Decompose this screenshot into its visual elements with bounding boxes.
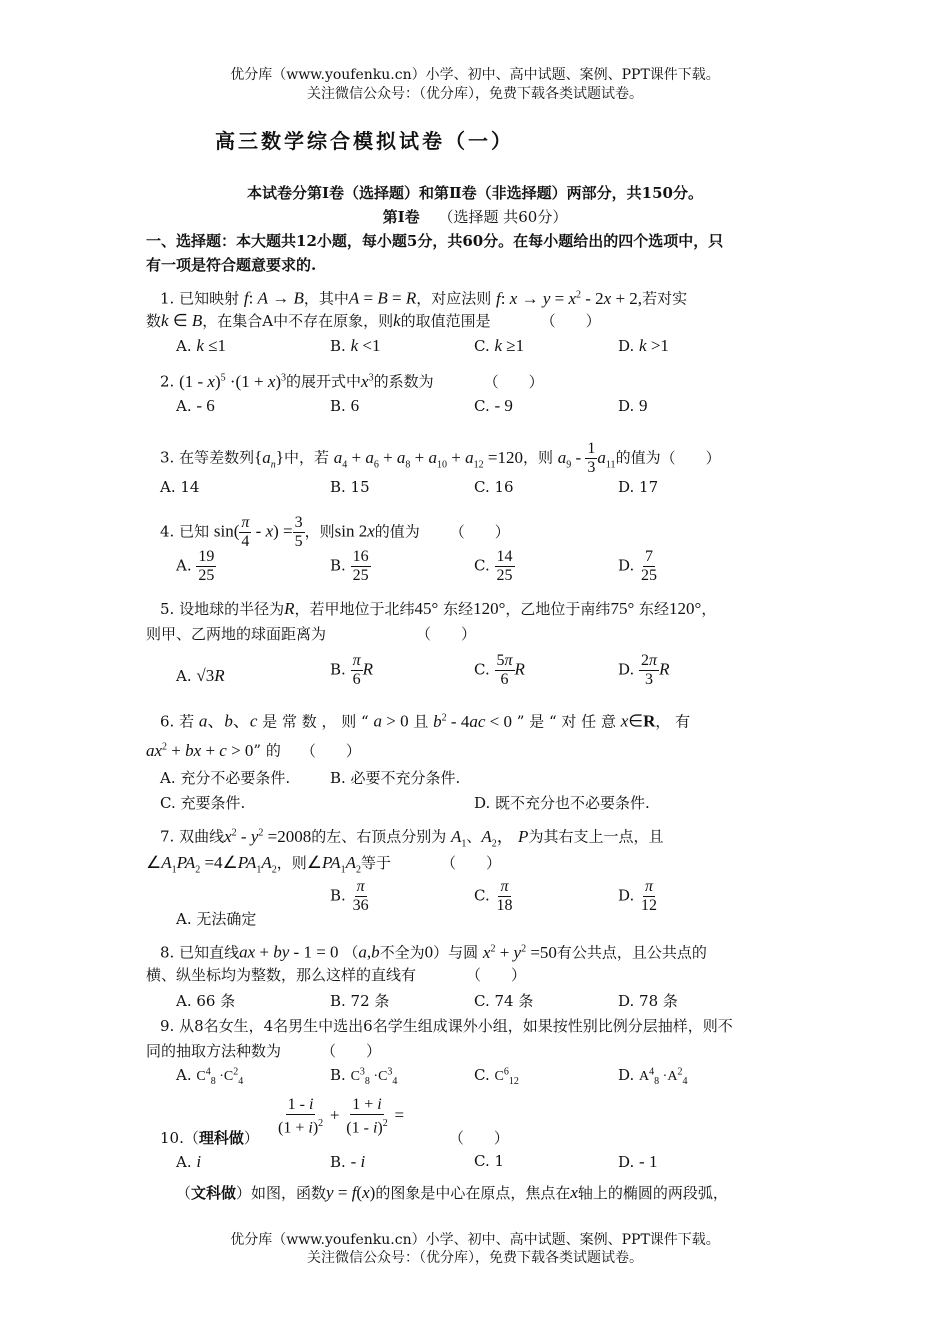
q10-option-c: C. 1 bbox=[474, 1152, 505, 1170]
q4-option-a: A. $\frac{19}{25}$ bbox=[176, 548, 215, 584]
section-one-line-2: 有一项是符合题意要求的. bbox=[146, 256, 317, 274]
question-7-line-1: 7. 双曲线$x^2 - y^2 =2008$的左、右顶点分别为 $A_1$、$A_2$， P为其右支上一点，且 bbox=[160, 826, 664, 850]
q4-option-d: D. $\frac{7}{25}$ bbox=[618, 548, 658, 584]
q10-option-a: A. i bbox=[176, 1152, 202, 1171]
question-8-line-2: 横、纵坐标均为整数，那么这样的直线有 （ ） bbox=[146, 966, 527, 984]
q1-option-b: B. k <1 bbox=[330, 336, 381, 355]
q7-option-b: B. $\frac{\pi}{36}$ bbox=[330, 878, 369, 914]
question-10-line: 10.（理科做） （ ） bbox=[160, 1129, 509, 1147]
question-6-line-1: 6. 若 a、b、c 是 常 数 ， 则 “ a > 0 且 $b^2 - 4ac < 0$ ” 是 “ 对 任 意 x∈R， 有 bbox=[160, 711, 691, 731]
part-one-heading bbox=[0, 206, 950, 227]
q5-option-d: D. $\frac{2\pi}{3}$ R bbox=[618, 652, 670, 688]
q3-option-a: A. 14 bbox=[160, 478, 200, 496]
q8-option-d: D. 78 条 bbox=[618, 992, 678, 1010]
q1-option-c: C. k ≥1 bbox=[474, 336, 525, 355]
question-1-line-1: 1. 已知映射 f: A → B，其中A = B = R，对应法则 f: $x \to y = x^2 - 2x + 2$,若对实 bbox=[160, 288, 688, 308]
q5-option-c: C. $\frac{5\pi}{6}$ R bbox=[474, 652, 525, 688]
q2-option-c: C. - 9 bbox=[474, 396, 513, 415]
question-10-wen-line: （文科做）如图，函数y = f(x)的图象是中心在原点，焦点在x轴上的椭圆的两段弧， bbox=[176, 1183, 728, 1202]
q7-option-c: C. $\frac{\pi}{18}$ bbox=[474, 878, 513, 914]
q10-option-d: D. - 1 bbox=[618, 1152, 658, 1171]
question-10-expression: $\frac{1 - i}{(1 + i)^2}$ + $\frac{1 + i}{(1 - i)^2}$ = bbox=[278, 1096, 405, 1137]
footer-line-2: 关注微信公众号：（优分库），免费下载各类试题试卷。 bbox=[307, 1250, 643, 1266]
q7-option-d: D. $\frac{\pi}{12}$ bbox=[618, 878, 658, 914]
q8-option-c: C. 74 条 bbox=[474, 992, 534, 1010]
header-line-1: 优分库（www.youfenku.cn）小学、初中、高中试题、案例、PPT课件下载。 bbox=[230, 67, 720, 83]
q1-option-a: A. k ≤1 bbox=[176, 336, 227, 355]
q6-option-c: C. 充要条件. bbox=[160, 794, 246, 812]
q7-option-a: A. 无法确定 bbox=[176, 910, 257, 928]
q4-option-b: B. $\frac{16}{25}$ bbox=[330, 548, 369, 584]
q9-option-c: C. $C^6_{12}$ bbox=[474, 1066, 519, 1087]
q2-option-d: D. 9 bbox=[618, 396, 648, 415]
q9-option-b: B. $C^3_8 \cdot C^3_4$ bbox=[330, 1066, 398, 1087]
question-5-line-1: 5. 设地球的半径为R，若甲地位于北纬45° 东经120°，乙地位于南纬75° 东经120°， bbox=[160, 599, 717, 618]
question-6-line-2: $ax^2$ + bx + c > 0” 的 （ ） bbox=[146, 740, 361, 760]
q5-option-a: A. √3R bbox=[176, 666, 225, 685]
q9-option-a: A. $C^4_8 \cdot C^2_4$ bbox=[176, 1066, 244, 1087]
q3-option-b: B. 15 bbox=[330, 478, 370, 496]
question-9-line-2: 同的抽取方法种数为 （ ） bbox=[146, 1042, 382, 1060]
question-8-line-1: 8. 已知直线ax + by - 1 = 0 （a,b不全为0）与圆 $x^2 + y^2 =50$有公共点，且公共点的 bbox=[160, 942, 707, 962]
q10-option-b: B. - i bbox=[330, 1152, 366, 1171]
question-3-line: 3. 在等差数列$\{a_n\}$中，若 $a_4 + a_6 + a_8 + a_{10} + a_{12} =120$，则 $a_9$ - $\frac{1}{3}$ $a_{11}$的值为（ ） bbox=[160, 440, 721, 476]
q2-option-a: A. - 6 bbox=[176, 396, 215, 415]
section-one-line-1: 一、选择题：本大题共12小题，每小题5分，共60分。在每小题给出的四个选项中，只 bbox=[146, 232, 724, 250]
question-2-line: 2. $(1 - x)^5 \cdot(1 + x)^3$的展开式中$x^3$的系数为 （ ） bbox=[160, 371, 544, 391]
question-7-line-2: $\angle A_1PA_2$ $=4\angle PA_1A_2$，则$\angle PA_1A_2$等于 （ ） bbox=[146, 853, 502, 876]
q2-option-b: B. 6 bbox=[330, 396, 360, 415]
exam-intro: 本试卷分第Ⅰ卷（选择题）和第Ⅱ卷（非选择题）两部分，共150分。 bbox=[247, 184, 703, 202]
q8-option-b: B. 72 条 bbox=[330, 992, 390, 1010]
footer-line-1: 优分库（www.youfenku.cn）小学、初中、高中试题、案例、PPT课件下载。 bbox=[230, 1232, 720, 1248]
question-4-line: 4. 已知 sin( $\frac{\pi}{4}$ - x) = $\frac{3}{5}$ ，则sin 2x的值为 （ ） bbox=[160, 514, 510, 550]
question-5-line-2: 则甲、乙两地的球面距离为 （ ） bbox=[146, 625, 477, 643]
q4-option-c: C. $\frac{14}{25}$ bbox=[474, 548, 513, 584]
q3-option-d: D. 17 bbox=[618, 478, 659, 496]
question-1-line-2: 数k ∈ B，在集合A中不存在原象，则k的取值范围是 （ ） bbox=[146, 311, 601, 330]
header-line-2: 关注微信公众号：（优分库），免费下载各类试题试卷。 bbox=[307, 86, 643, 102]
q6-option-b: B. 必要不充分条件. bbox=[330, 769, 461, 787]
q6-option-a: A. 充分不必要条件. bbox=[160, 769, 291, 787]
q9-option-d: D. $A^4_8 \cdot A^2_4$ bbox=[618, 1066, 688, 1087]
question-9-line-1: 9. 从8名女生，4名男生中选出6名学生组成课外小组，如果按性别比例分层抽样，则不 bbox=[160, 1017, 733, 1035]
part-one-sub: （选择题 共60分） bbox=[438, 208, 568, 226]
q8-option-a: A. 66 条 bbox=[176, 992, 236, 1010]
q3-option-c: C. 16 bbox=[474, 478, 514, 496]
page-title: 高三数学综合模拟试卷（一） bbox=[215, 129, 514, 153]
q1-option-d: D. k >1 bbox=[618, 336, 669, 355]
q5-option-b: B. $\frac{\pi}{6}$ R bbox=[330, 652, 373, 688]
q6-option-d: D. 既不充分也不必要条件. bbox=[474, 794, 650, 812]
part-one-label: 第Ⅰ卷 bbox=[382, 208, 420, 226]
